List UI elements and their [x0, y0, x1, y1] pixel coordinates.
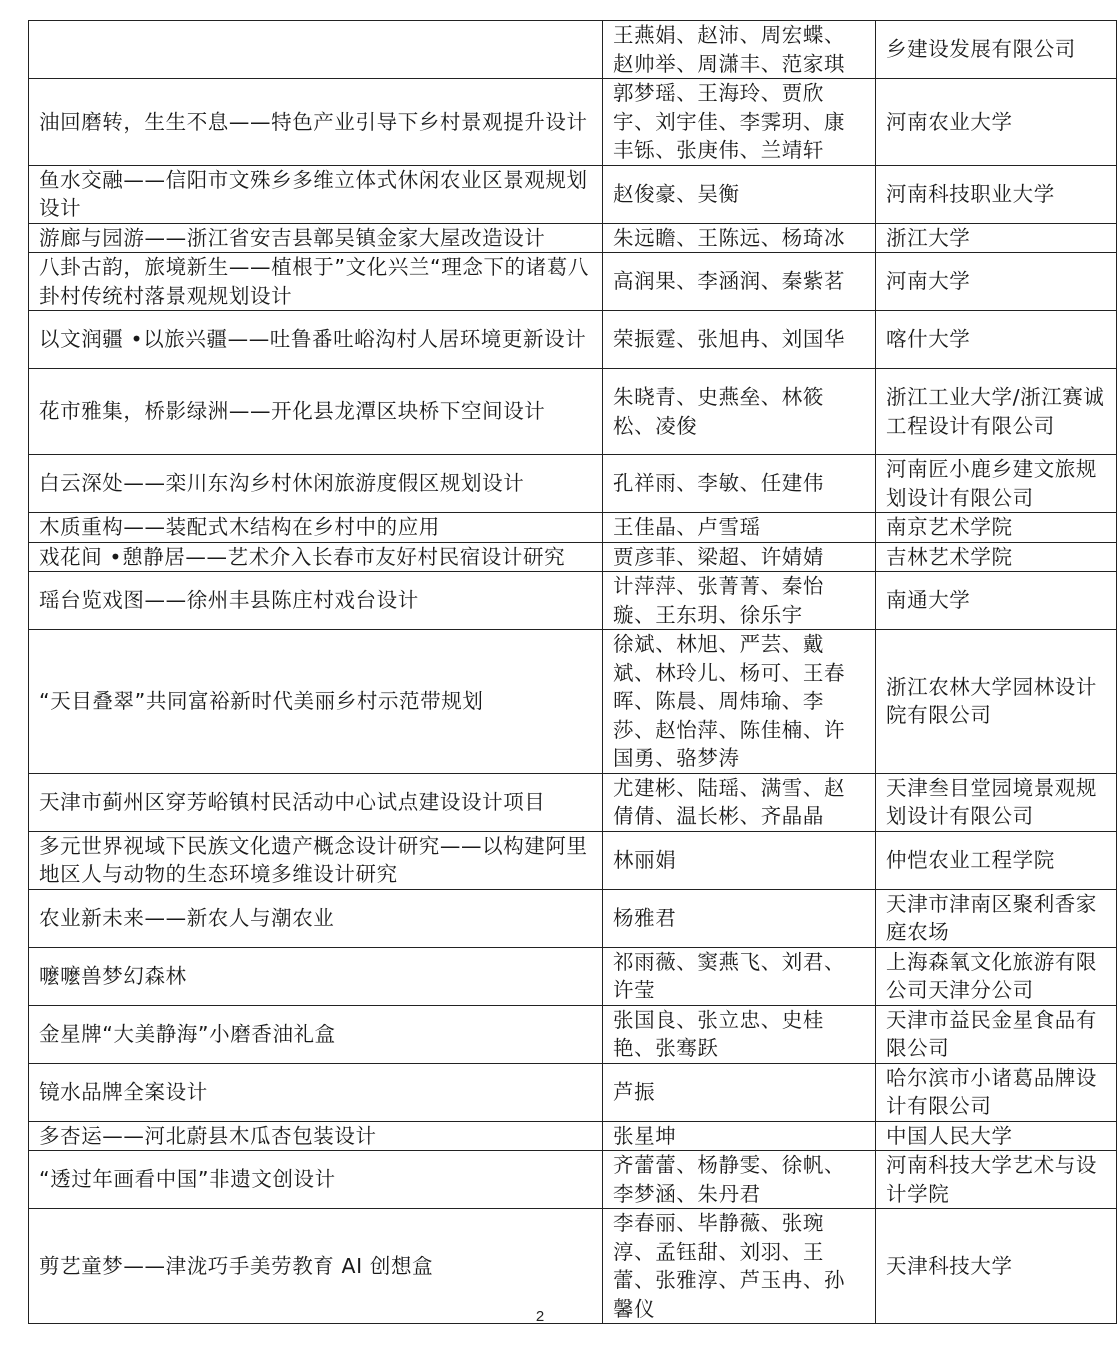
organization-cell: 河南大学: [876, 253, 1117, 311]
table-row: [29, 455, 1117, 513]
table-row: [29, 1121, 1117, 1151]
table-row: [29, 1005, 1117, 1063]
organization-cell: 河南科技职业大学: [876, 165, 1117, 223]
organization-cell: 天津叁目堂园境景观规划设计有限公司: [876, 773, 1117, 831]
table-row: [29, 513, 1117, 543]
organization-cell: 河南农业大学: [876, 79, 1117, 166]
table-row: [29, 889, 1117, 947]
organization-cell: 天津科技大学: [876, 1209, 1117, 1324]
table-row: [29, 630, 1117, 774]
table-row: [29, 572, 1117, 630]
table-row: [29, 1063, 1117, 1121]
table-row: [29, 542, 1117, 572]
authors-cell: 祁雨薇、窦燕飞、刘君、许莹: [603, 947, 876, 1005]
project-title-cell: 花市雅集，桥影绿洲——开化县龙潭区块桥下空间设计: [29, 369, 603, 455]
authors-cell: 朱远瞻、王陈远、杨琦冰: [603, 223, 876, 253]
organization-cell: 哈尔滨市小诸葛品牌设计有限公司: [876, 1063, 1117, 1121]
project-title-cell: 游廊与园游——浙江省安吉县鄣吴镇金家大屋改造设计: [29, 223, 603, 253]
organization-cell: 浙江大学: [876, 223, 1117, 253]
organization-cell: 南京艺术学院: [876, 513, 1117, 543]
organization-cell: 南通大学: [876, 572, 1117, 630]
organization-cell: 乡建设发展有限公司: [876, 21, 1117, 79]
table-row: [29, 773, 1117, 831]
project-title-cell: 多元世界视域下民族文化遗产概念设计研究——以构建阿里地区人与动物的生态环境多维设计研究: [29, 831, 603, 889]
authors-cell: 王佳晶、卢雪瑶: [603, 513, 876, 543]
project-title-cell: 戏花间 •憩静居——艺术介入长春市友好村民宿设计研究: [29, 542, 603, 572]
authors-cell: 芦振: [603, 1063, 876, 1121]
organization-cell: 中国人民大学: [876, 1121, 1117, 1151]
organization-cell: 河南科技大学艺术与设计学院: [876, 1151, 1117, 1209]
project-title-cell: 白云深处——栾川东沟乡村休闲旅游度假区规划设计: [29, 455, 603, 513]
project-title-cell: [29, 21, 603, 79]
authors-cell: 尤建彬、陆瑶、满雪、赵倩倩、温长彬、齐晶晶: [603, 773, 876, 831]
authors-cell: 徐斌、林旭、严芸、戴斌、林玲儿、杨可、王春晖、陈晨、周炜瑜、李莎、赵怡萍、陈佳楠、许国勇、骆梦涛: [603, 630, 876, 774]
project-title-cell: 鱼水交融——信阳市文殊乡多维立体式休闲农业区景观规划设计: [29, 165, 603, 223]
authors-cell: 高润果、李涵润、秦紫茗: [603, 253, 876, 311]
page-number: 2: [535, 1308, 545, 1325]
project-title-cell: 金星牌“大美静海”小磨香油礼盒: [29, 1005, 603, 1063]
table-row: [29, 253, 1117, 311]
authors-cell: 林丽娟: [603, 831, 876, 889]
authors-cell: 郭梦瑶、王海玲、贾欣宇、刘宇佳、李霁玥、康丰铄、张庚伟、兰靖轩: [603, 79, 876, 166]
table-row: [29, 165, 1117, 223]
authors-cell: 计萍萍、张菁菁、秦怡璇、王东玥、徐乐宇: [603, 572, 876, 630]
table-row: [29, 831, 1117, 889]
table-row: [29, 1151, 1117, 1209]
authors-cell: 荣振霆、张旭冉、刘国华: [603, 311, 876, 369]
authors-cell: 孔祥雨、李敏、任建伟: [603, 455, 876, 513]
table-row: [29, 369, 1117, 455]
organization-cell: 河南匠小鹿乡建文旅规划设计有限公司: [876, 455, 1117, 513]
authors-cell: 朱晓青、史燕垒、林筱松、凌俊: [603, 369, 876, 455]
project-title-cell: 天津市蓟州区穿芳峪镇村民活动中心试点建设设计项目: [29, 773, 603, 831]
table-row: [29, 223, 1117, 253]
authors-cell: 赵俊豪、吴衡: [603, 165, 876, 223]
project-title-cell: 多杏运——河北蔚县木瓜杏包装设计: [29, 1121, 603, 1151]
table-row: [29, 947, 1117, 1005]
authors-cell: 杨雅君: [603, 889, 876, 947]
authors-cell: 齐蕾蕾、杨静雯、徐帆、李梦涵、朱丹君: [603, 1151, 876, 1209]
project-title-cell: 瑶台览戏图——徐州丰县陈庄村戏台设计: [29, 572, 603, 630]
table-row: [29, 1209, 1117, 1324]
organization-cell: 浙江农林大学园林设计院有限公司: [876, 630, 1117, 774]
project-title-cell: 镜水品牌全案设计: [29, 1063, 603, 1121]
table-row: [29, 79, 1117, 166]
organization-cell: 浙江工业大学/浙江赛诚工程设计有限公司: [876, 369, 1117, 455]
organization-cell: 吉林艺术学院: [876, 542, 1117, 572]
table-row: [29, 311, 1117, 369]
project-title-cell: 木质重构——装配式木结构在乡村中的应用: [29, 513, 603, 543]
organization-cell: 喀什大学: [876, 311, 1117, 369]
authors-cell: 王燕娟、赵沛、周宏蝶、赵帅举、周潇丰、范家琪: [603, 21, 876, 79]
organization-cell: 天津市津南区聚利香家庭农场: [876, 889, 1117, 947]
awards-table: [28, 20, 1117, 1324]
organization-cell: 天津市益民金星食品有限公司: [876, 1005, 1117, 1063]
project-title-cell: “天目叠翠”共同富裕新时代美丽乡村示范带规划: [29, 630, 603, 774]
organization-cell: 上海森氧文化旅游有限公司天津分公司: [876, 947, 1117, 1005]
authors-cell: 张国良、张立忠、史桂艳、张骞跃: [603, 1005, 876, 1063]
project-title-cell: 油回磨转，生生不息——特色产业引导下乡村景观提升设计: [29, 79, 603, 166]
authors-cell: 李春丽、毕静薇、张琬淳、孟钰甜、刘羽、王蕾、张雅淳、芦玉冉、孙馨仪: [603, 1209, 876, 1324]
authors-cell: 张星坤: [603, 1121, 876, 1151]
project-title-cell: 农业新未来——新农人与潮农业: [29, 889, 603, 947]
organization-cell: 仲恺农业工程学院: [876, 831, 1117, 889]
project-title-cell: 剪艺童梦——津泷巧手美劳教育 AI 创想盒: [29, 1209, 603, 1324]
project-title-cell: 八卦古韵，旅境新生——植根于”文化兴兰“理念下的诸葛八卦村传统村落景观规划设计: [29, 253, 603, 311]
project-title-cell: “透过年画看中国”非遗文创设计: [29, 1151, 603, 1209]
project-title-cell: 嚒嚒兽梦幻森林: [29, 947, 603, 1005]
project-title-cell: 以文润疆 •以旅兴疆——吐鲁番吐峪沟村人居环境更新设计: [29, 311, 603, 369]
awards-table-body: [29, 21, 1117, 1324]
table-row: [29, 21, 1117, 79]
authors-cell: 贾彦菲、梁超、许婧婧: [603, 542, 876, 572]
